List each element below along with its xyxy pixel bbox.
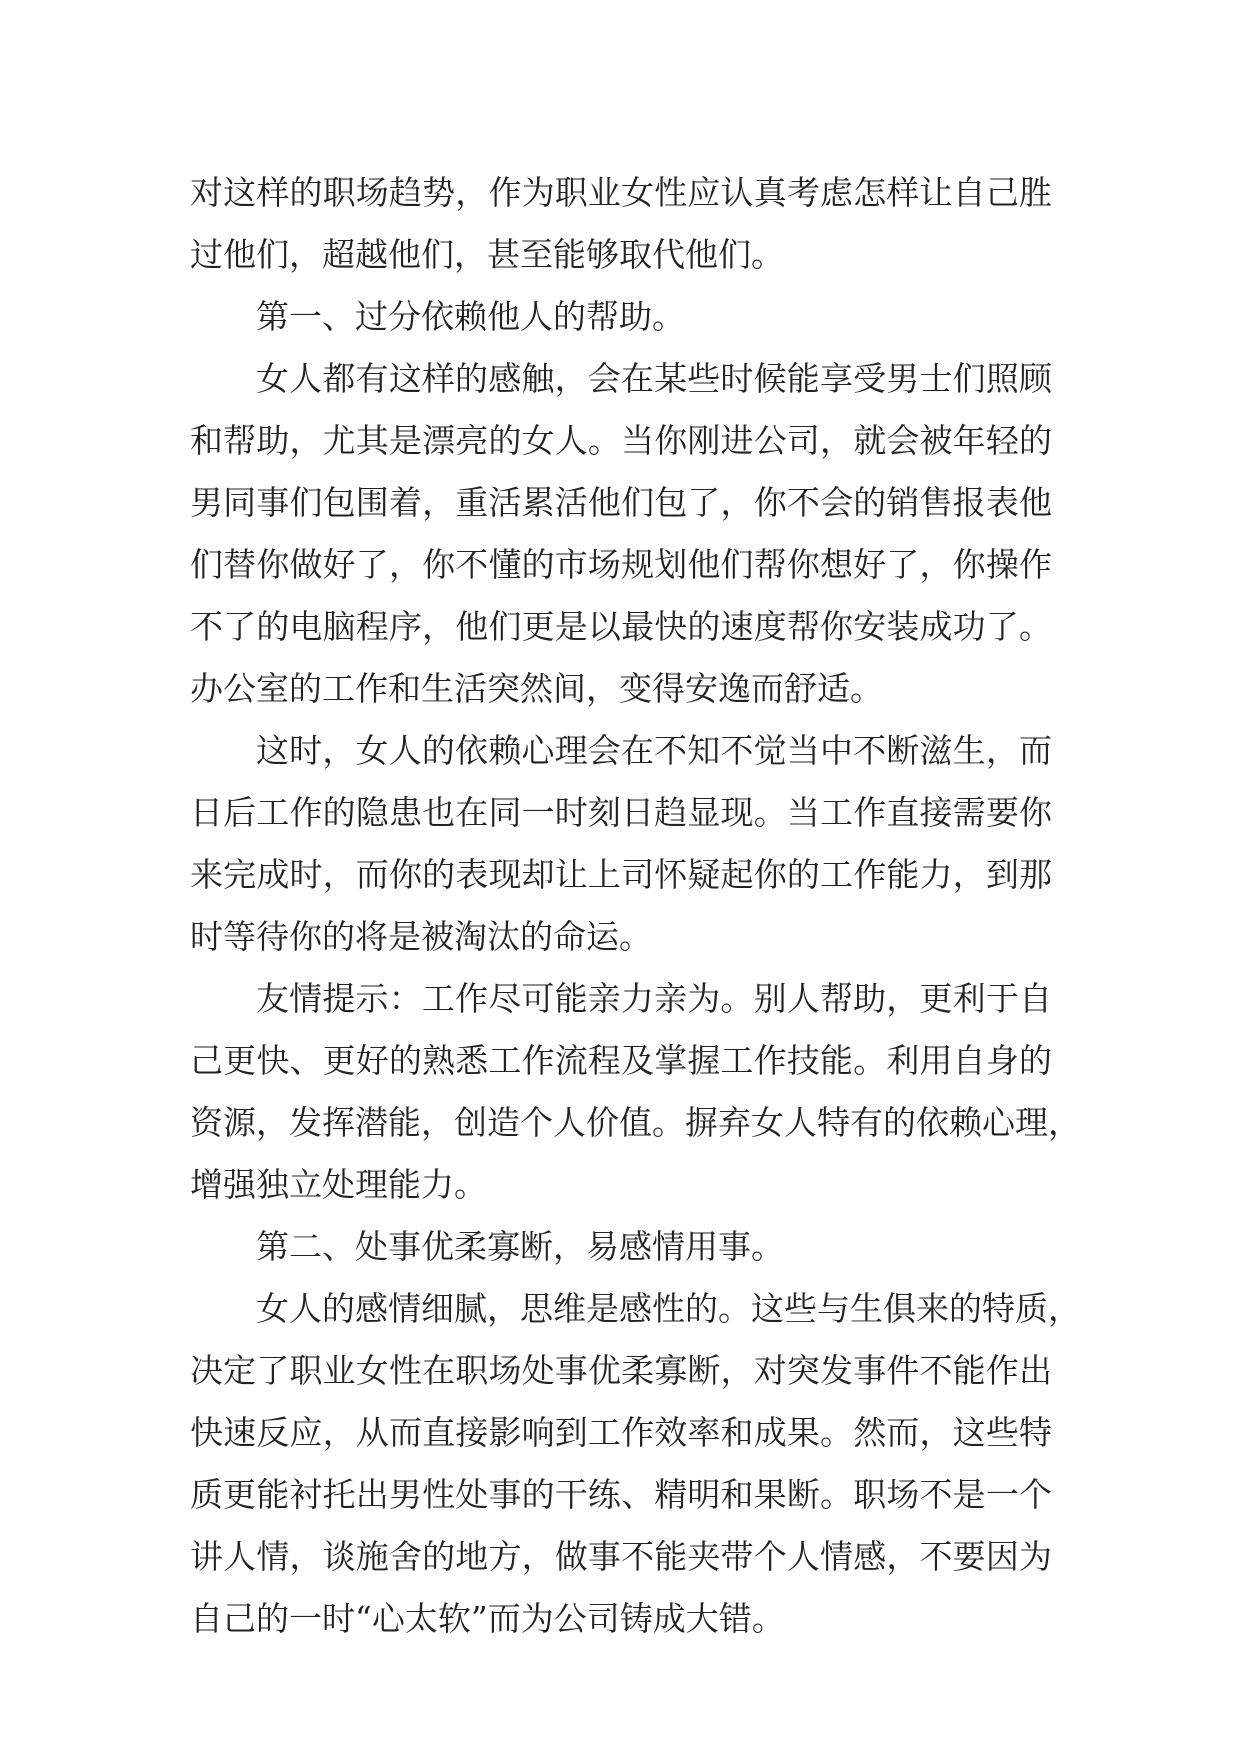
text-line: 快速反应，从而直接影响到工作效率和成果。然而，这些特 [190, 1413, 1052, 1452]
heading-second [190, 1216, 1052, 1278]
text-line: 办公室的工作和生活突然间，变得安逸而舒适。 [190, 669, 883, 708]
text-line: 友情提示：工作尽可能亲力亲为。别人帮助，更利于自 [256, 979, 1052, 1018]
text-line: 们替你做好了，你不懂的市场规划他们帮你想好了，你操作 [190, 545, 1052, 584]
paragraph [190, 348, 1052, 720]
text-line: 男同事们包围着，重活累活他们包了，你不会的销售报表他 [190, 483, 1052, 522]
text-line: 时等待你的将是被淘汰的命运。 [190, 917, 652, 956]
text-line: 增强独立处理能力。 [190, 1165, 487, 1204]
text-line: 女人的感情细腻，思维是感性的。这些与生俱来的特质， [256, 1289, 1081, 1328]
text-line: 自己的一时“心太软”而为公司铸成大错。 [190, 1599, 785, 1638]
paragraph [190, 968, 1081, 1216]
paragraph [190, 720, 1052, 968]
text-line: 决定了职业女性在职场处事优柔寡断，对突发事件不能作出 [190, 1351, 1052, 1390]
text-line: 女人都有这样的感触，会在某些时候能享受男士们照顾 [256, 359, 1052, 398]
text-line: 讲人情，谈施舍的地方，做事不能夹带个人情感，不要因为 [190, 1537, 1052, 1576]
paragraph [190, 162, 1052, 286]
text-line: 来完成时，而你的表现却让上司怀疑起你的工作能力，到那 [190, 855, 1052, 894]
heading-first [190, 286, 1052, 348]
text-line: 这时，女人的依赖心理会在不知不觉当中不断滋生，而 [256, 731, 1052, 770]
text-line: 质更能衬托出男性处事的干练、精明和果断。职场不是一个 [190, 1475, 1052, 1514]
document-body [190, 162, 1081, 1650]
text-line: 第二、处事优柔寡断，易感情用事。 [256, 1227, 784, 1266]
text-line: 资源，发挥潜能，创造个人价值。摒弃女人特有的依赖心理， [190, 1103, 1081, 1142]
text-line: 过他们，超越他们，甚至能够取代他们。 [190, 235, 784, 274]
paragraph [190, 1278, 1081, 1650]
text-line: 对这样的职场趋势，作为职业女性应认真考虑怎样让自己胜 [190, 173, 1052, 212]
text-line: 己更快、更好的熟悉工作流程及掌握工作技能。利用自身的 [190, 1041, 1052, 1080]
text-line: 和帮助，尤其是漂亮的女人。当你刚进公司，就会被年轻的 [190, 421, 1052, 460]
text-line: 日后工作的隐患也在同一时刻日趋显现。当工作直接需要你 [190, 793, 1052, 832]
text-line: 第一、过分依赖他人的帮助。 [256, 297, 685, 336]
text-line: 不了的电脑程序，他们更是以最快的速度帮你安装成功了。 [190, 607, 1052, 646]
